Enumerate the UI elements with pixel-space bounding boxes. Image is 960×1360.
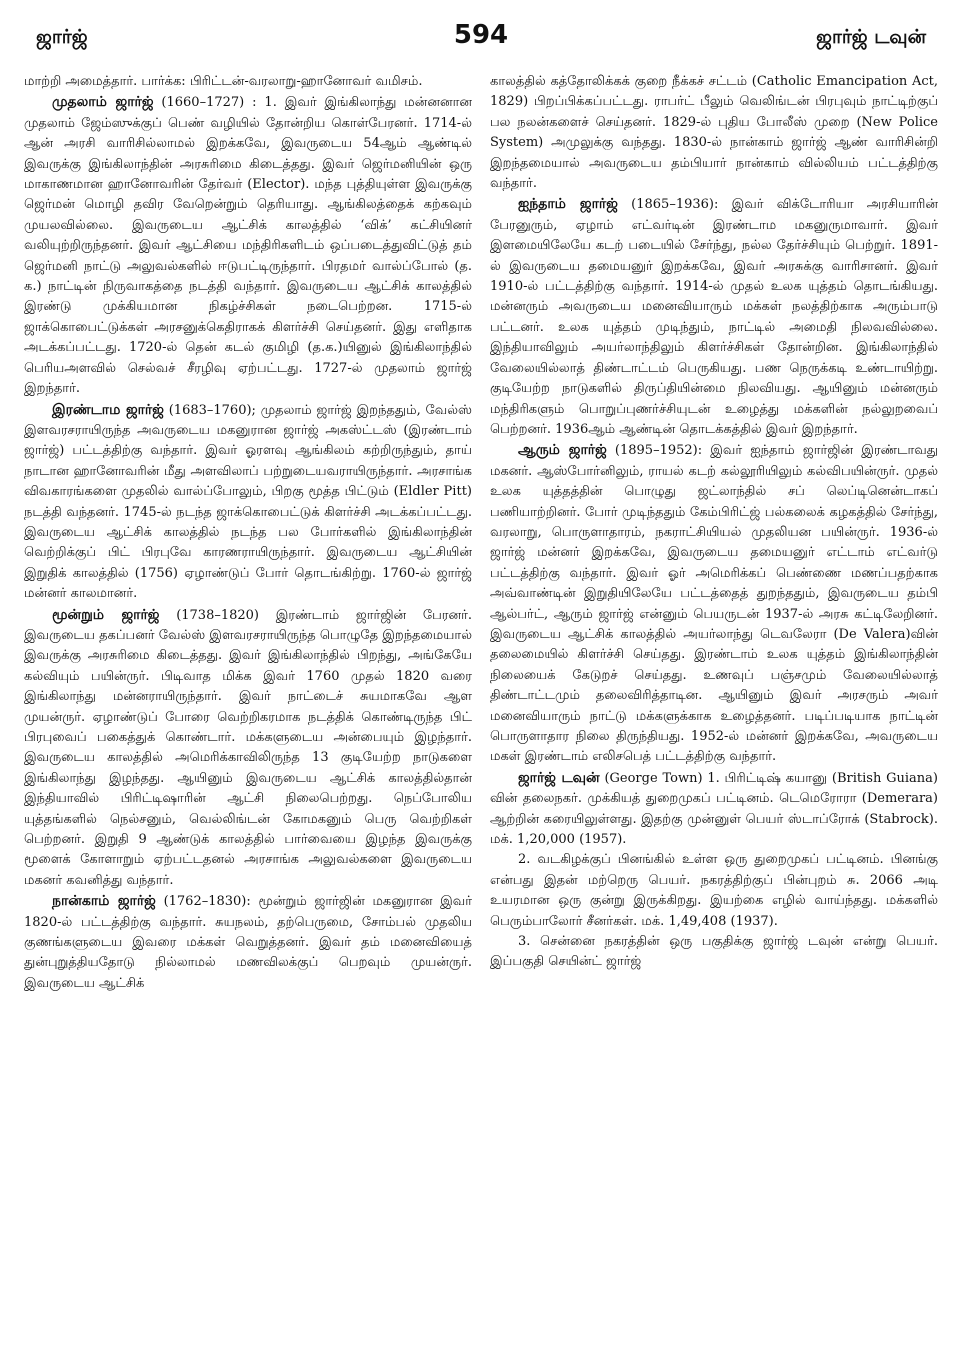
entry-text: (1762–1830): மூன்றும் ஜார்ஜின் மகனுரான இவர் 1820-ல் பட்டத்திற்கு வந்தார். சுயநலம், தற்பெருமை, சோம்பல் முதலிய குணங்களுடைய இவரை மக்கள் வெறுத்தனர். இவர் தம் மனைவியைத் துன்புறுத்தியதோடு நில்லாமல் மணவிலக்குப் பெறவும் முயன்ருர். இவருடைய ஆட்சிக் — [24, 894, 473, 991]
header-right-keyword: ஜார்ஜ் டவுன் — [816, 26, 926, 48]
entry-george-iii — [24, 605, 472, 892]
entry-george-vi — [490, 440, 938, 768]
entry-heading: இரண்டாம ஜார்ஜ் — [52, 401, 164, 418]
george-town-sense-3 — [490, 932, 938, 973]
entry-text: (1895–1952): இவர் ஐந்தாம் ஜார்ஜின் இரண்டாவது மகனர். ஆஸ்போர்னிலும், ராயல் கடற் கல்லூரியிலும் கல்விபயின்ருர். முதல் உலக யுத்தத்தின் பொழுது ஜட்லாந்தில் சப் லெப்டினென்டாகப் பணியாற்றினர். போர் முடிந்ததும் கேம்பிரிட்ஜ் பல்கலைக் கழகத்தில் சேர்ந்து, வரலாறு, பொருளாதாரம், நகராட்சியியல் முதலியன பயின்ருர். 1936-ல் ஜார்ஜ் மன்னர் இறக்கவே, இவருடைய தமையனுர் எட்டாம் எட்வர்டு பட்டத்திற்கு வந்தார். இவர் ஓர் அமெரிக்கப் பெண்ணை மணப்பதற்காக அவ்வாண்டின் இறுதியிலேயே பட்டத்தைத் துறந்ததும், இவருடைய தம்பி ஆல்பர்ட், ஆரும் ஜார்ஜ் என்னும் பெயருடன் 1937-ல் அரசு கட்டிலேறினர். இவருடைய ஆட்சிக் காலத்தில் அயர்லாந்து டெவலேரா (De Valera)வின் தலைமையில் கிளர்ச்சி செய்தது. இரண்டாம் உலக யுத்தம் இங்கிலாந்தின் நிலையைக் கேடுறச் செய்தது. உணவுப் பஞ்சமும் வேலையில்லாத் திண்டாட்டமும் தலைவிரித்தாடின. ஆயினும் இவர் அரசரும் அவர் மனைவியாரும் நாட்டு மக்களுக்காக உழைத்தனர். படிப்படியாக நாட்டின் பொருளாதார நிலை திருந்தியது. 1952-ல் மன்னர் இறக்கவே, அவருடைய மகள் இரண்டாம் எலிசபெத் பட்டத்திற்கு வந்தார். — [490, 443, 938, 765]
left-column — [24, 72, 472, 994]
page-number: 594 — [453, 20, 509, 50]
continued-paragraph — [24, 72, 472, 92]
entry-george-v — [490, 194, 938, 440]
entry-george-iv — [24, 891, 472, 994]
entry-text: (1865–1936): இவர் விக்டோரியா அரசியாரின் பேரனுரும், ஏழாம் எட்வர்டின் இரண்டாம மகனுருமாவார். இவர் இளமையிலேயே கடற் படையில் சேர்ந்து, நல்ல தேர்ச்சியும் பெற்றுர். 1891-ல் இவருடைய தமையனுர் இறக்கவே, இவர் அரசுக்கு வாரிசானர். இவர் 1910-ல் பட்டத்திற்கு வந்தார். 1914-ல் முதல் உலக யுத்தம் தொடங்கியது. மன்னரும் அவருடைய மனைவியாரும் மக்கள் நலத்திற்காக அரும்பாடு பட்டனர். உலக யுத்தம் முடிந்தும், நாட்டில் அமைதி நிலவவில்லை. இந்தியாவிலும் அயர்லாந்திலும் கிளர்ச்சிகள் தோன்றின. இங்கிலாந்தில் வேலையில்லாத் திண்டாட்டம் பெருகியது. பண நெருக்கடி உண்டாயிற்று. குடியேற்ற நாடுகளில் திருப்தியின்மை நிலவியது. ஆயினும் மன்னரும் மந்திரிகளும் பொறுப்புணர்ச்சியுடன் உழைத்து மக்களின் நல்லுறவைப் பெற்றனர். 1936ஆம் ஆண்டின் தொடக்கத்தில் இவர் இறந்தார். — [490, 197, 939, 437]
running-header — [24, 14, 938, 58]
george-town-sense-2 — [490, 850, 938, 932]
continued-paragraph — [490, 72, 938, 194]
entry-heading: ஐந்தாம் ஜார்ஜ் — [518, 196, 618, 213]
entry-text: (1738–1820) இரண்டாம் ஜார்ஜின் பேரனர். இவருடைய தகப்பனர் வேல்ஸ் இளவரசராயிருந்த பொழுதே இறந்தமையால் இவருக்கு அரசுரிமை கிடைத்தது. இவர் இங்கிலாந்தில் பிறந்து, அங்கேயே கல்வியும் பயின்ருர். பிடிவாத மிக்க இவர் 1760 முதல் 1820 வரை இங்கிலாந்து மன்னராயிருந்தார். இவர் நாட்டைச் சுயமாகவே ஆள முயன்ருர். ஏழாண்டுப் போரை வெற்றிகரமாக நடத்திக் கொண்டிருந்த பிட் பிரபுவைப் பகைத்துக் கொண்டார். மக்களுடைய அன்பையும் இழந்தார். இவருடைய காலத்தில் அமெரிக்காவிலிருந்த 13 குடியேற்ற நாடுகளை இங்கிலாந்து இழந்தது. ஆயினும் இவருடைய ஆட்சிக் காலத்தில்தான் இந்தியாவில் பிரிட்டிஷாரின் ஆட்சி நிலைபெற்றது. நெப்போலிய யுத்தங்களில் நெல்சனும், வெல்லிங்டன் கோமகனும் பெரு வெற்றிகள் பெற்றனர். இறுதி 9 ஆண்டுக் காலத்தில் பார்வையை இழந்த இவருக்கு மூளைக் கோளாறும் ஏற்பட்டதனல் அரசாங்க அலுவல்களை இவருடைய மகனர் கவனித்து வந்தார். — [24, 607, 473, 888]
entry-heading: முதலாம் ஜார்ஜ் — [52, 94, 154, 111]
entry-heading: ஆரும் ஜார்ஜ் — [518, 442, 607, 459]
entry-text: 2. வடகிழக்குப் பினங்கில் உள்ள ஒரு துறைமுகப் பட்டினம். பினங்கு என்பது இதன் மற்றெரு பெயர். நகரத்திற்குப் பின்புறம் சு. 2066 அடி உயரமான ஒரு குன்று இருக்கிறது. இயற்கை எழில் வாய்ந்தது. மக்களில் பெரும்பாலோர் சீனர்கள். மக். 1,49,408 (1937). — [490, 852, 938, 929]
entry-text: (1660–1727) : 1. இவர் இங்கிலாந்து மன்னனான முதலாம் ஜேம்ஸுக்குப் பெண் வழியில் தோன்றிய கொள்பேரனர். 1714-ல் ஆன் அரசி வாரிசில்லாமல் இறக்கவே, இவருடைய 54ஆம் ஆண்டில் இவருக்கு இங்கிலாந்தின் அரசுரிமை கிடைத்தது. இவர் ஜெர்மனியின் ஒரு மாகாணமான ஹானோவரின் தேர்வர் (Elector). மந்த புத்தியுள்ள இவருக்கு ஜெர்மன் மொழி தவிர வேறென்றும் தெரியாது. ஆங்கிலத்தைக் கற்கவும் முயலவில்லை. இவருடைய ஆட்சிக் காலத்தில் ‘விக்’ கட்சியினர் வலியுற்றிருந்தனர். இவர் ஆட்சியை மந்திரிகளிடம் ஒப்படைத்துவிட்டுத் தம் ஜெர்மனி நாட்டு அலுவல்களில் ஈடுபட்டிருந்தார். பிரதமர் வால்ப்போல் (த. க.) நாட்டின் நிருவாகத்தை நடத்தி வந்தார். இவருடைய ஆட்சிக் காலத்தில் இரண்டு முக்கியமான நிகழ்ச்சிகள் நடைபெற்றன. 1715-ல் ஜாக்கொபைட்டுக்கள் அரசனுக்கெதிராகக் கிளர்ச்சி செய்தனர். இது எளிதாக அடக்கப்பட்டது. 1720-ல் தென் கடல் குமிழி (த.க.)யினுல் இங்கிலாந்தில் பெரியஅளவில் செல்வச் சீரழிவு ஏற்பட்டது. 1727-ல் முதலாம் ஜார்ஜ் இறந்தார். — [24, 95, 472, 397]
entry-heading: நான்காம் ஜார்ஜ் — [52, 893, 156, 910]
paragraph-text: மாற்றி அமைத்தார். பார்க்க: பிரிட்டன்-வரலாறு-ஹானோவர் வமிசம். — [24, 74, 423, 89]
entry-text: (George Town) 1. பிரிட்டிஷ் கயானு (British Guiana) வின் தலைநகர். முக்கியத் துறைமுகப் பட்டினம். டெமெரோரா (Demerara) ஆற்றின் கரையிலுள்ளது. இதற்கு முன்னுள் பெயர் ஸ்டாப்ரோக் (Stabrock). மக். 1,20,000 (1957). — [490, 770, 938, 848]
entry-george-ii — [24, 400, 472, 605]
right-column — [490, 72, 938, 994]
text-columns — [24, 58, 938, 994]
entry-heading: மூன்றும் ஜார்ஜ் — [52, 606, 160, 623]
header-left-keyword: ஜார்ஜ் — [36, 26, 88, 48]
entry-george-i — [24, 92, 472, 399]
entry-george-town — [490, 768, 938, 851]
entry-heading: ஜார்ஜ் டவுன் — [518, 769, 600, 786]
entry-text: (1683–1760); முதலாம் ஜார்ஜ் இறந்ததும், வேல்ஸ் இளவரசராயிருந்த அவருடைய மகனுரான ஜார்ஜ் அகஸ்ட்டஸ் (இரண்டாம் ஜார்ஜ்) பட்டத்திற்கு வந்தார். இவர் ஓரளவு ஆங்கிலம் கற்றிருந்தும், தாய் நாடான ஹானோவரின் மீது அளவிலாப் பற்றுடையவராயிருந்தார். அரசாங்க விவகாரங்களை முதலில் வால்ப்போலும், பிறகு மூத்த பிட்டும் (Eldler Pitt) நடத்தி வந்தனர். 1745-ல் நடந்த ஜாக்கொபைட்டுக் கிளர்ச்சி அடக்கப்பட்டது. இவருடைய ஆட்சிக் காலத்தில் நடந்த பல போர்களில் இங்கிலாந்தின் வெற்றிக்குப் பிட் பிரபுவே காரணராயிருந்தார். இவருடைய ஆட்சியின் இறுதிக் காலத்தில் (1756) ஏழாண்டுப் போர் தொடங்கிற்று. 1760-ல் ஜார்ஜ் மன்னர் காலமானர். — [24, 402, 473, 602]
paragraph-text: காலத்தில் கத்தோலிக்கக் குறை நீக்கச் சட்டம் (Catholic Emancipation Act, 1829) பிறப்பிக்கப்பட்டது. ராபர்ட் பீலும் வெலிங்டன் பிரபுவும் நாட்டிற்குப் பல நலன்களைச் செய்தனர். 1829-ல் புதிய போலீஸ் முறை (New Police System) அமுலுக்கு வந்தது. 1830-ல் நான்காம் ஜார்ஜ் ஆண் வாரிசின்றி இறந்தமையால் அவருடைய தம்பியார் நான்காம் வில்லியம் பட்டத்திற்கு வந்தார். — [490, 74, 938, 192]
entry-text: 3. சென்னை நகரத்தின் ஒரு பகுதிக்கு ஜார்ஜ் டவுன் என்று பெயர். இப்பகுதி செயின்ட் ஜார்ஜ் — [490, 934, 938, 970]
